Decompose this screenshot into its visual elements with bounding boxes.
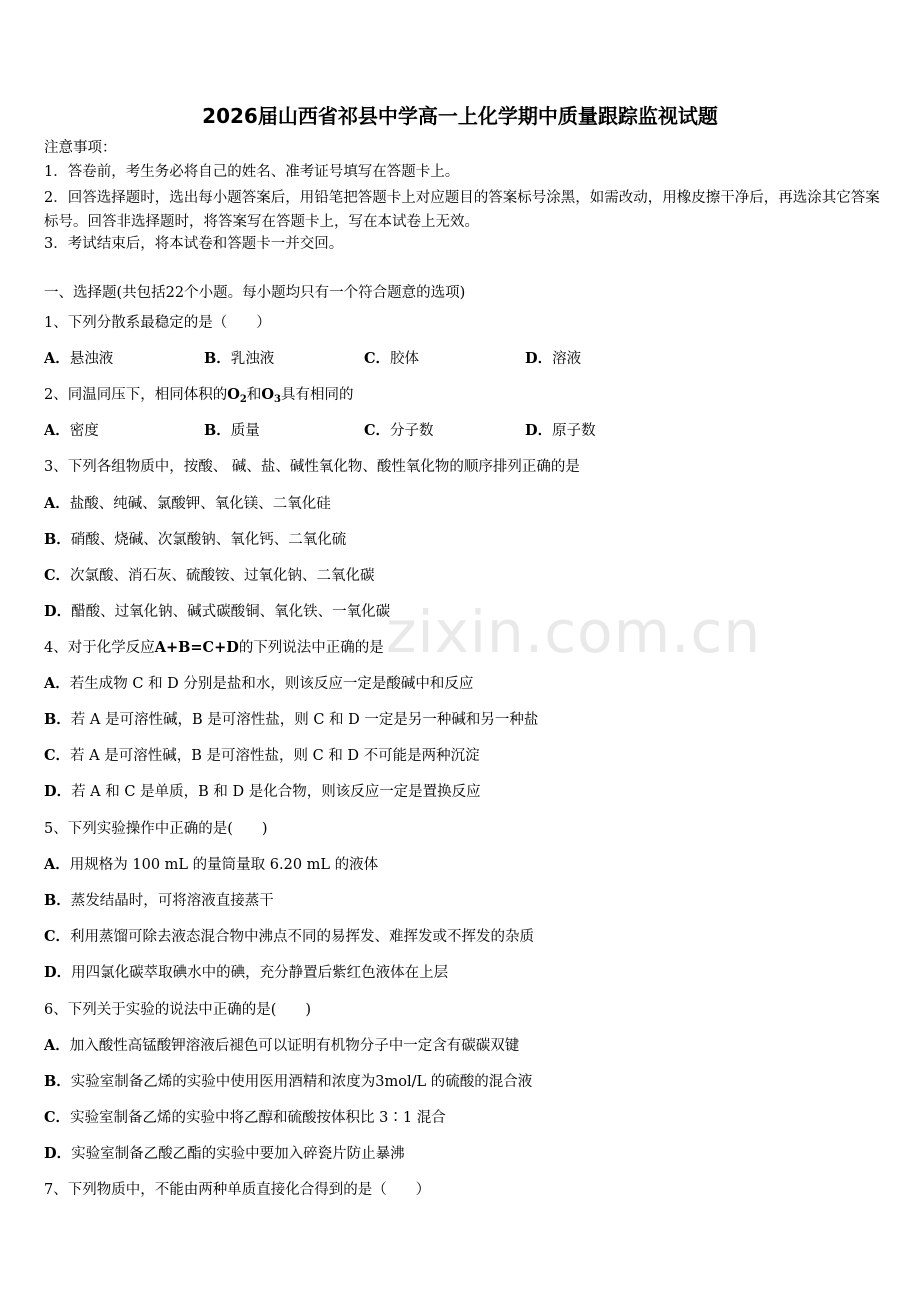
question-3-option-a: A．盐酸、纯碱、氯酸钾、氧化镁、二氧化硅 <box>44 495 331 512</box>
question-2-options <box>44 421 880 441</box>
question-6-option-c: C．实验室制备乙烯的实验中将乙醇和硫酸按体积比 3∶1 混合 <box>44 1109 446 1126</box>
option-a: A．密度 <box>44 422 99 439</box>
watermark: zixin.com.cn <box>386 598 762 666</box>
option-b: B．乳浊液 <box>204 350 275 367</box>
option-c: C．分子数 <box>364 422 434 439</box>
question-6-option-a: A．加入酸性高锰酸钾溶液后褪色可以证明有机物分子中一定含有碳碳双键 <box>44 1037 520 1054</box>
question-5-stem: 5、下列实验操作中正确的是( ) <box>44 821 268 837</box>
question-6-option-b: B．实验室制备乙烯的实验中使用医用酒精和浓度为3mol/L 的硫酸的混合液 <box>44 1073 533 1090</box>
option-c: C．胶体 <box>364 350 420 367</box>
question-3-stem: 3、下列各组物质中，按酸、 碱、盐、碱性氧化物、酸性氧化物的顺序排列正确的是 <box>44 459 580 475</box>
question-4-option-d: D．若 A 和 C 是单质，B 和 D 是化合物，则该反应一定是置换反应 <box>44 783 481 800</box>
question-3-option-d: D．醋酸、过氧化钠、碱式碳酸铜、氧化铁、一氧化碳 <box>44 603 391 620</box>
option-d: D．溶液 <box>525 350 582 367</box>
notice-item-1: 1．答卷前，考生务必将自己的姓名、准考证号填写在答题卡上。 <box>44 164 460 180</box>
notice-item-2: 2．回答选择题时，选出每小题答案后，用铅笔把答题卡上对应题目的答案标号涂黑，如需改动，用橡皮擦干净后，再选涂其它答案标号。回答非选择题时，将答案写在答题卡上，写在本试卷上无效。 <box>44 190 880 230</box>
question-6-option-d: D．实验室制备乙酸乙酯的实验中要加入碎瓷片防止暴沸 <box>44 1145 405 1162</box>
question-3-option-b: B．硝酸、烧碱、次氯酸钠、氧化钙、二氧化硫 <box>44 531 347 548</box>
question-3-option-c: C．次氯酸、消石灰、硫酸铵、过氧化钠、二氧化碳 <box>44 567 375 584</box>
question-4-option-b: B．若 A 是可溶性碱，B 是可溶性盐，则 C 和 D 一定是另一种碱和另一种盐 <box>44 711 539 728</box>
question-4-option-c: C．若 A 是可溶性碱，B 是可溶性盐，则 C 和 D 不可能是两种沉淀 <box>44 747 480 764</box>
question-6-stem: 6、下列关于实验的说法中正确的是( ) <box>44 1002 312 1018</box>
option-b: B．质量 <box>204 422 260 439</box>
section-heading: 一、选择题(共包括22个小题。每小题均只有一个符合题意的选项) <box>44 285 466 301</box>
notice-heading: 注意事项： <box>44 140 117 156</box>
question-1-stem: 1、下列分散系最稳定的是（ ） <box>44 315 271 331</box>
question-4-stem: 4、对于化学反应A+B=C+D的下列说法中正确的是 <box>44 639 384 656</box>
notice-item-3: 3．考试结束后，将本试卷和答题卡一并交回。 <box>44 236 344 252</box>
question-1-options <box>44 349 880 369</box>
question-5-option-b: B．蒸发结晶时，可将溶液直接蒸干 <box>44 892 274 909</box>
question-5-option-d: D．用四氯化碳萃取碘水中的碘，充分静置后紫红色液体在上层 <box>44 964 449 981</box>
option-a: A．悬浊液 <box>44 350 114 367</box>
question-2-stem: 2、同温同压下，相同体积的$O_2$和$O_3$具有相同的 <box>44 386 354 405</box>
question-7-stem: 7、下列物质中，不能由两种单质直接化合得到的是（ ） <box>44 1182 431 1198</box>
question-5-option-a: A．用规格为 100 mL 的量筒量取 6.20 mL 的液体 <box>44 856 379 873</box>
page-title: 2026届山西省祁县中学高一上化学期中质量跟踪监视试题 <box>202 104 718 128</box>
option-d: D．原子数 <box>525 422 596 439</box>
question-5-option-c: C．利用蒸馏可除去液态混合物中沸点不同的易挥发、难挥发或不挥发的杂质 <box>44 928 535 945</box>
question-4-option-a: A．若生成物 C 和 D 分别是盐和水，则该反应一定是酸碱中和反应 <box>44 675 474 692</box>
